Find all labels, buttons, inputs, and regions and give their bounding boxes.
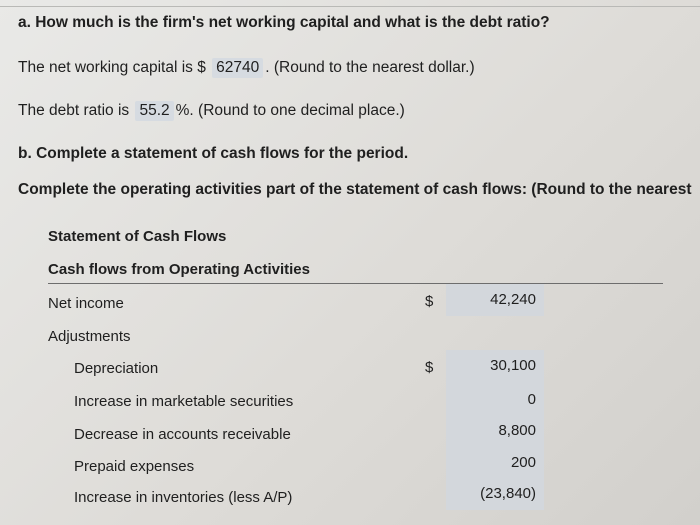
section-rule — [48, 283, 663, 284]
debt-prefix: The debt ratio is — [18, 102, 130, 119]
accounts-receivable-value[interactable]: 8,800 — [498, 422, 536, 439]
marketable-securities-value[interactable]: 0 — [527, 391, 536, 408]
nwc-answer-field[interactable]: 62740 — [212, 58, 263, 78]
row-label-accounts-receivable: Decrease in accounts receivable — [74, 426, 291, 443]
row-label-net-income: Net income — [48, 295, 124, 312]
nwc-prefix: The net working capital is $ — [18, 59, 206, 76]
row-label-inventories: Increase in inventories (less A/P) — [74, 489, 293, 506]
row-label-adjustments: Adjustments — [48, 328, 131, 345]
row-label-marketable-securities: Increase in marketable securities — [74, 393, 294, 410]
nwc-suffix: . (Round to the nearest dollar.) — [265, 59, 475, 76]
top-divider — [0, 6, 700, 7]
row-label-depreciation: Depreciation — [74, 360, 159, 377]
nwc-line — [18, 58, 475, 78]
net-income-value[interactable]: 42,240 — [490, 291, 536, 308]
prepaid-expenses-value[interactable]: 200 — [510, 454, 536, 471]
debt-suffix: %. (Round to one decimal place.) — [175, 102, 405, 119]
inventories-value[interactable]: (23,840) — [480, 485, 536, 502]
question-b: b. Complete a statement of cash flows for the period. — [18, 145, 409, 162]
question-a: a. How much is the firm's net working capital and what is the debt ratio? — [18, 14, 550, 31]
debt-ratio-line — [18, 101, 405, 121]
statement-title: Statement of Cash Flows — [48, 228, 227, 245]
dollar-sign: $ — [425, 359, 434, 376]
dollar-sign: $ — [425, 293, 434, 310]
debt-ratio-answer-field[interactable]: 55.2 — [135, 101, 173, 121]
section-heading: Cash flows from Operating Activities — [48, 261, 310, 278]
depreciation-value[interactable]: 30,100 — [490, 357, 536, 374]
instruction-b: Complete the operating activities part of the statement of cash flows: (Round to the nearest — [18, 181, 692, 198]
row-label-prepaid-expenses: Prepaid expenses — [74, 458, 195, 475]
